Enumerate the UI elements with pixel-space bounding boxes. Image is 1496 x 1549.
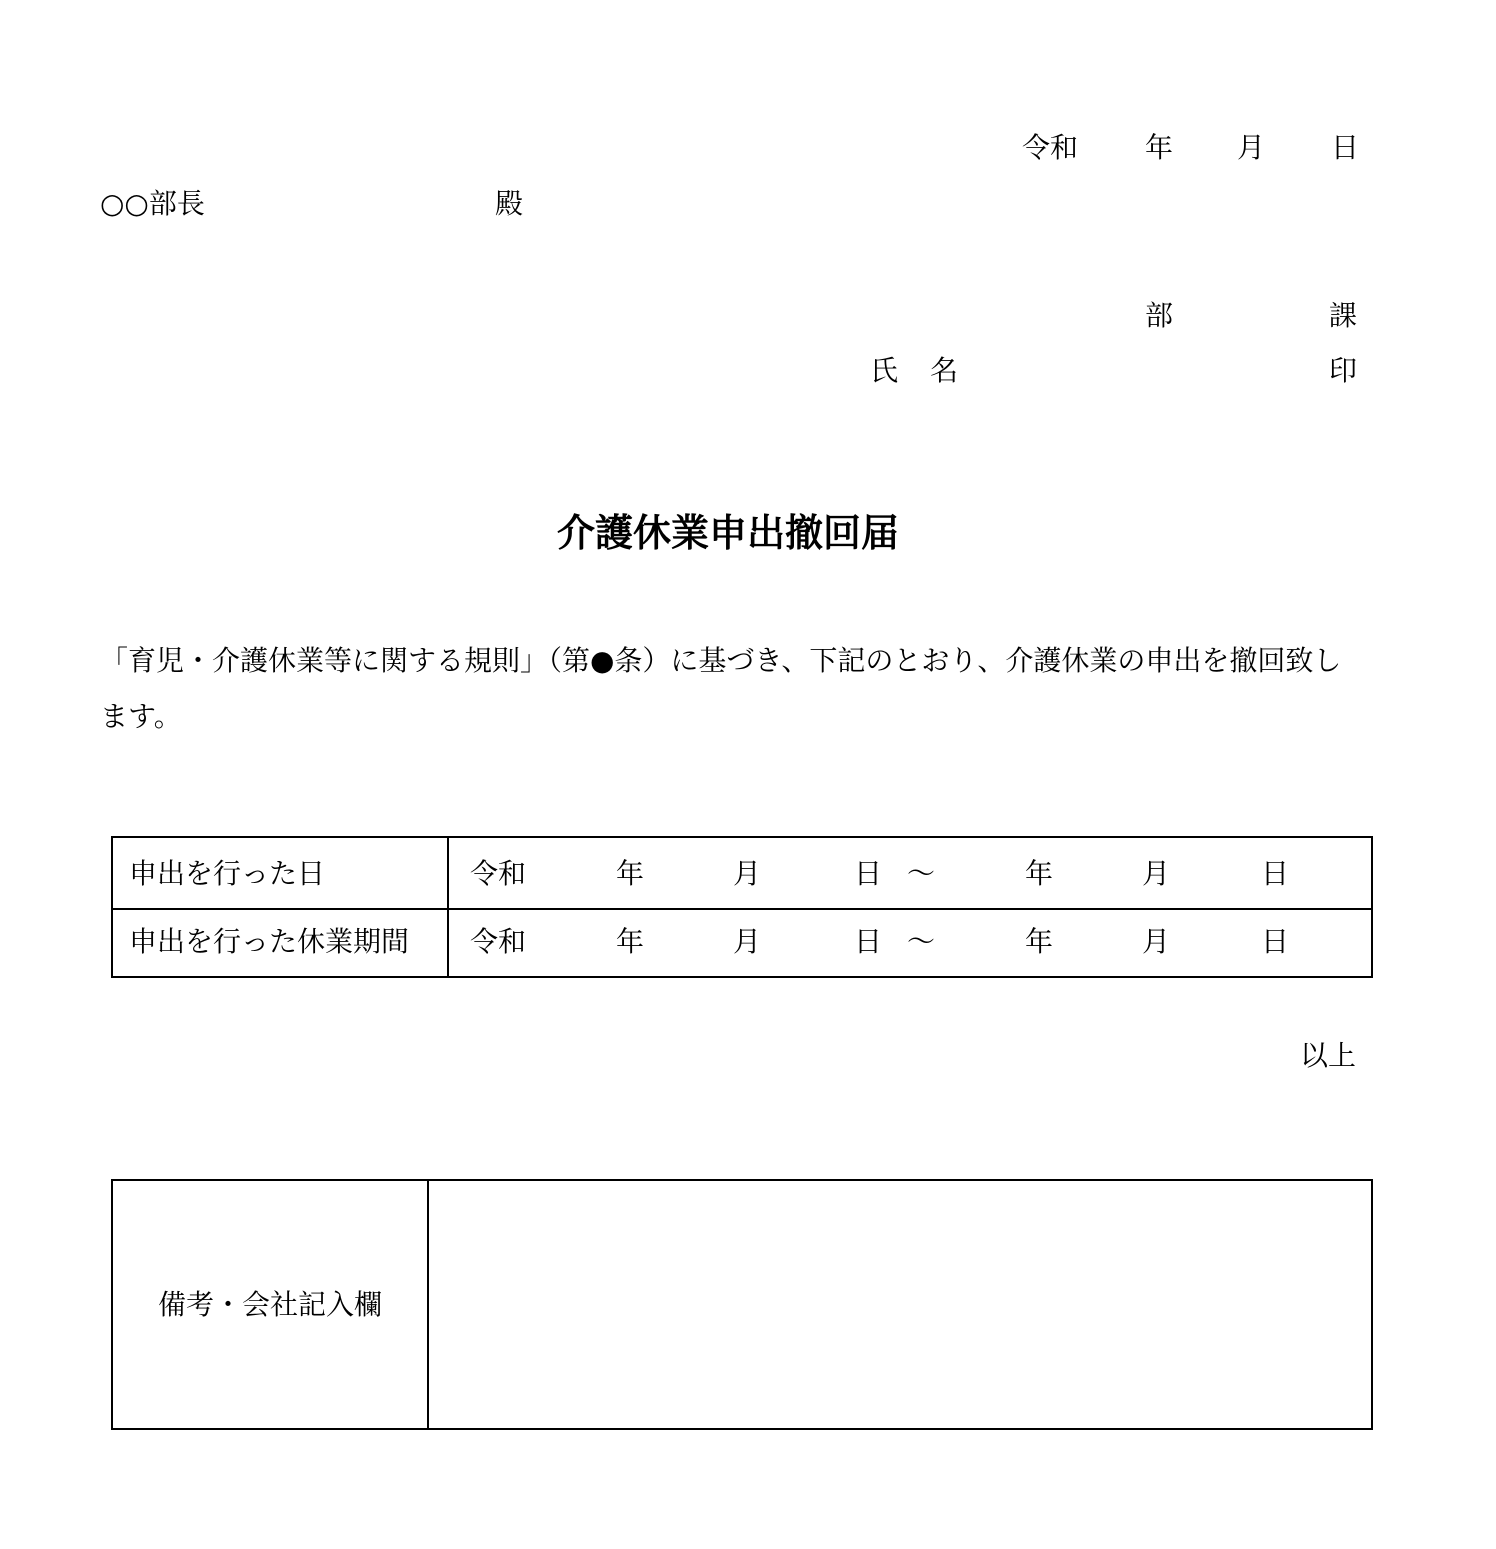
remarks-table	[111, 1179, 1373, 1430]
table-row-application-date	[113, 838, 1371, 910]
start-month-field[interactable]: 月	[733, 857, 762, 890]
date-day-label: 日	[1331, 131, 1360, 164]
start-month-field[interactable]: 月	[733, 925, 762, 958]
remarks-field[interactable]	[429, 1181, 1371, 1428]
start-year-field[interactable]: 年	[616, 857, 645, 890]
era-label: 令和	[470, 857, 527, 890]
end-day-field[interactable]: 日	[1261, 925, 1290, 958]
withdrawal-table	[111, 836, 1373, 978]
name-label: 氏名	[870, 354, 991, 387]
start-day-field[interactable]: 日	[854, 925, 883, 958]
date-era: 令和	[1022, 131, 1079, 164]
seal-label: 印	[1329, 354, 1358, 387]
page-title: 介護休業申出撤回届	[556, 510, 899, 555]
end-month-field[interactable]: 月	[1142, 857, 1171, 890]
range-separator: ～	[907, 925, 936, 958]
range-separator: ～	[907, 857, 936, 890]
section-label: 課	[1329, 299, 1358, 332]
honorific: 殿	[495, 187, 524, 220]
body-paragraph: 「育児・介護休業等に関する規則」（第●条）に基づき、下記のとおり、介護休業の申出を撤回致します。	[100, 644, 1342, 733]
date-year-label: 年	[1145, 131, 1174, 164]
start-day-field[interactable]: 日	[854, 857, 883, 890]
dept-label: 部	[1145, 299, 1174, 332]
remarks-label: 備考・会社記入欄	[157, 1288, 382, 1321]
era-label: 令和	[470, 925, 527, 958]
row-label: 申出を行った休業期間	[129, 925, 410, 958]
date-month-label: 月	[1237, 131, 1266, 164]
end-year-field[interactable]: 年	[1025, 925, 1054, 958]
closing-text: 以上	[1300, 1039, 1357, 1072]
row-label: 申出を行った日	[129, 857, 326, 890]
end-month-field[interactable]: 月	[1142, 925, 1171, 958]
addressee: ○○部長	[100, 187, 205, 220]
start-year-field[interactable]: 年	[616, 925, 645, 958]
end-day-field[interactable]: 日	[1261, 857, 1290, 890]
end-year-field[interactable]: 年	[1025, 857, 1054, 890]
table-row-leave-period	[113, 908, 1371, 976]
